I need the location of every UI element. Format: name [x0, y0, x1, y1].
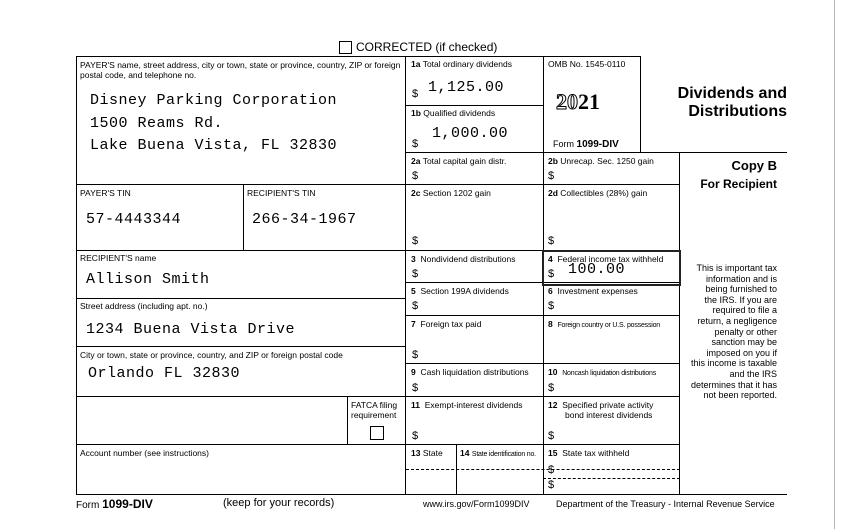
- recipient-name: Allison Smith: [86, 271, 210, 288]
- payer-label: PAYER'S name, street address, city or town, state or province, country, ZIP or foreign postal code, and telephone no.: [80, 60, 401, 80]
- box-6-dollar: $: [548, 300, 555, 312]
- account-number-label: Account number (see instructions): [80, 448, 209, 458]
- box-13-label: 13 State: [411, 448, 443, 458]
- box-4-dollar: $: [548, 268, 555, 280]
- box-2d-dollar: $: [548, 235, 555, 247]
- copy-label: Copy B: [731, 158, 777, 173]
- box-2b-dollar: $: [548, 170, 555, 182]
- recipient-street: 1234 Buena Vista Drive: [86, 321, 296, 338]
- box-1b-label: 1b Qualified dividends: [411, 108, 496, 118]
- box-7-dollar: $: [412, 349, 419, 361]
- payer-city: Lake Buena Vista, FL 32830: [90, 137, 338, 154]
- irs-notice-line: information and is: [705, 273, 777, 284]
- box-15-dollar-2: $: [548, 479, 555, 491]
- box-7-label: 7 Foreign tax paid: [411, 319, 482, 329]
- box-14-label: 14 State identification no.: [460, 448, 536, 458]
- tax-year: 2021: [556, 89, 600, 114]
- box-2c-label: 2c Section 1202 gain: [411, 188, 491, 198]
- corrected-checkbox[interactable]: [339, 41, 352, 54]
- box-9-dollar: $: [412, 382, 419, 394]
- irs-notice-line: return, a negligence: [697, 315, 777, 326]
- box-12-label-2: bond interest dividends: [565, 410, 653, 420]
- payer-name: Disney Parking Corporation: [90, 92, 338, 109]
- irs-notice-line: determines that it has: [690, 379, 777, 390]
- irs-notice-line: sanction may be: [711, 337, 777, 348]
- street-label: Street address (including apt. no.): [80, 301, 208, 311]
- box-5-label: 5 Section 199A dividends: [411, 286, 509, 296]
- box-5-dollar: $: [412, 300, 419, 312]
- box-1b-value: 1,000.00: [432, 125, 509, 142]
- irs-notice-line: the IRS. If you are: [704, 294, 777, 305]
- form-title-line1: Dividends and: [677, 85, 787, 102]
- box-15-dollar-1: $: [548, 464, 555, 476]
- box-10-label: 10 Noncash liquidation distributions: [548, 367, 656, 377]
- box-4-value: 100.00: [568, 261, 626, 278]
- footer-keep: (keep for your records): [223, 497, 335, 509]
- irs-notice-line: this income is taxable: [690, 358, 777, 369]
- box-8-label: 8 Foreign country or U.S. possession: [548, 319, 660, 329]
- recipient-name-label: RECIPIENT'S name: [80, 253, 157, 263]
- box-11-label: 11 Exempt-interest dividends: [411, 400, 523, 410]
- form-name-header: Form 1099-DIV: [553, 139, 619, 150]
- irs-notice-line: This is important tax: [696, 263, 777, 273]
- omb-number: OMB No. 1545-0110: [548, 59, 626, 69]
- footer-dept: Department of the Treasury - Internal Revenue Service: [556, 499, 775, 509]
- fatca-label-1: FATCA filing: [351, 400, 398, 410]
- box-2a-dollar: $: [412, 170, 419, 182]
- recipient-city: Orlando FL 32830: [88, 365, 241, 382]
- box-10-dollar: $: [548, 382, 555, 394]
- recipient-tin: 266-34-1967: [252, 211, 357, 228]
- box-15-label: 15 State tax withheld: [548, 448, 630, 458]
- city-label: City or town, state or province, country, and ZIP or foreign postal code: [80, 350, 343, 360]
- corrected-label: CORRECTED (if checked): [356, 40, 498, 54]
- box-12-dollar: $: [548, 430, 555, 442]
- box-2a-label: 2a Total capital gain distr.: [411, 156, 507, 166]
- box-3-dollar: $: [412, 268, 419, 280]
- box-1a-dollar: $: [412, 88, 419, 100]
- copy-for-label: For Recipient: [700, 177, 777, 191]
- irs-notice-line: penalty or other: [714, 326, 777, 337]
- box-2d-label: 2d Collectibles (28%) gain: [548, 188, 648, 198]
- box-1a-value: 1,125.00: [428, 79, 505, 96]
- recipient-tin-label: RECIPIENT'S TIN: [247, 188, 316, 198]
- irs-notice-line: imposed on you if: [706, 347, 777, 358]
- fatca-checkbox[interactable]: [370, 426, 384, 440]
- box-4-label: 4 Federal income tax withheld: [548, 254, 664, 264]
- footer-url[interactable]: www.irs.gov/Form1099DIV: [423, 499, 530, 509]
- box-12-label-1: 12 Specified private activity: [548, 400, 654, 410]
- irs-notice-line: being furnished to: [705, 284, 777, 295]
- irs-notice-line: and the IRS: [729, 368, 777, 379]
- payer-street: 1500 Reams Rd.: [90, 115, 224, 132]
- form-title-line2: Distributions: [688, 103, 787, 120]
- box-9-label: 9 Cash liquidation distributions: [411, 367, 529, 377]
- box-11-dollar: $: [412, 430, 419, 442]
- irs-notice-line: required to file a: [712, 305, 777, 316]
- payer-tin: 57-4443344: [86, 211, 182, 228]
- box-3-label: 3 Nondividend distributions: [411, 254, 516, 264]
- irs-notice-line: not been reported.: [703, 390, 777, 401]
- box-2c-dollar: $: [412, 235, 419, 247]
- payer-tin-label: PAYER'S TIN: [80, 188, 131, 198]
- fatca-label-2: requirement: [351, 410, 397, 420]
- box-1a-label: 1a Total ordinary dividends: [411, 59, 512, 69]
- box-1b-dollar: $: [412, 138, 419, 150]
- footer-form: Form 1099-DIV: [76, 497, 153, 511]
- irs-notice: [667, 263, 777, 401]
- box-2b-label: 2b Unrecap. Sec. 1250 gain: [548, 156, 654, 166]
- box-6-label: 6 Investment expenses: [548, 286, 638, 296]
